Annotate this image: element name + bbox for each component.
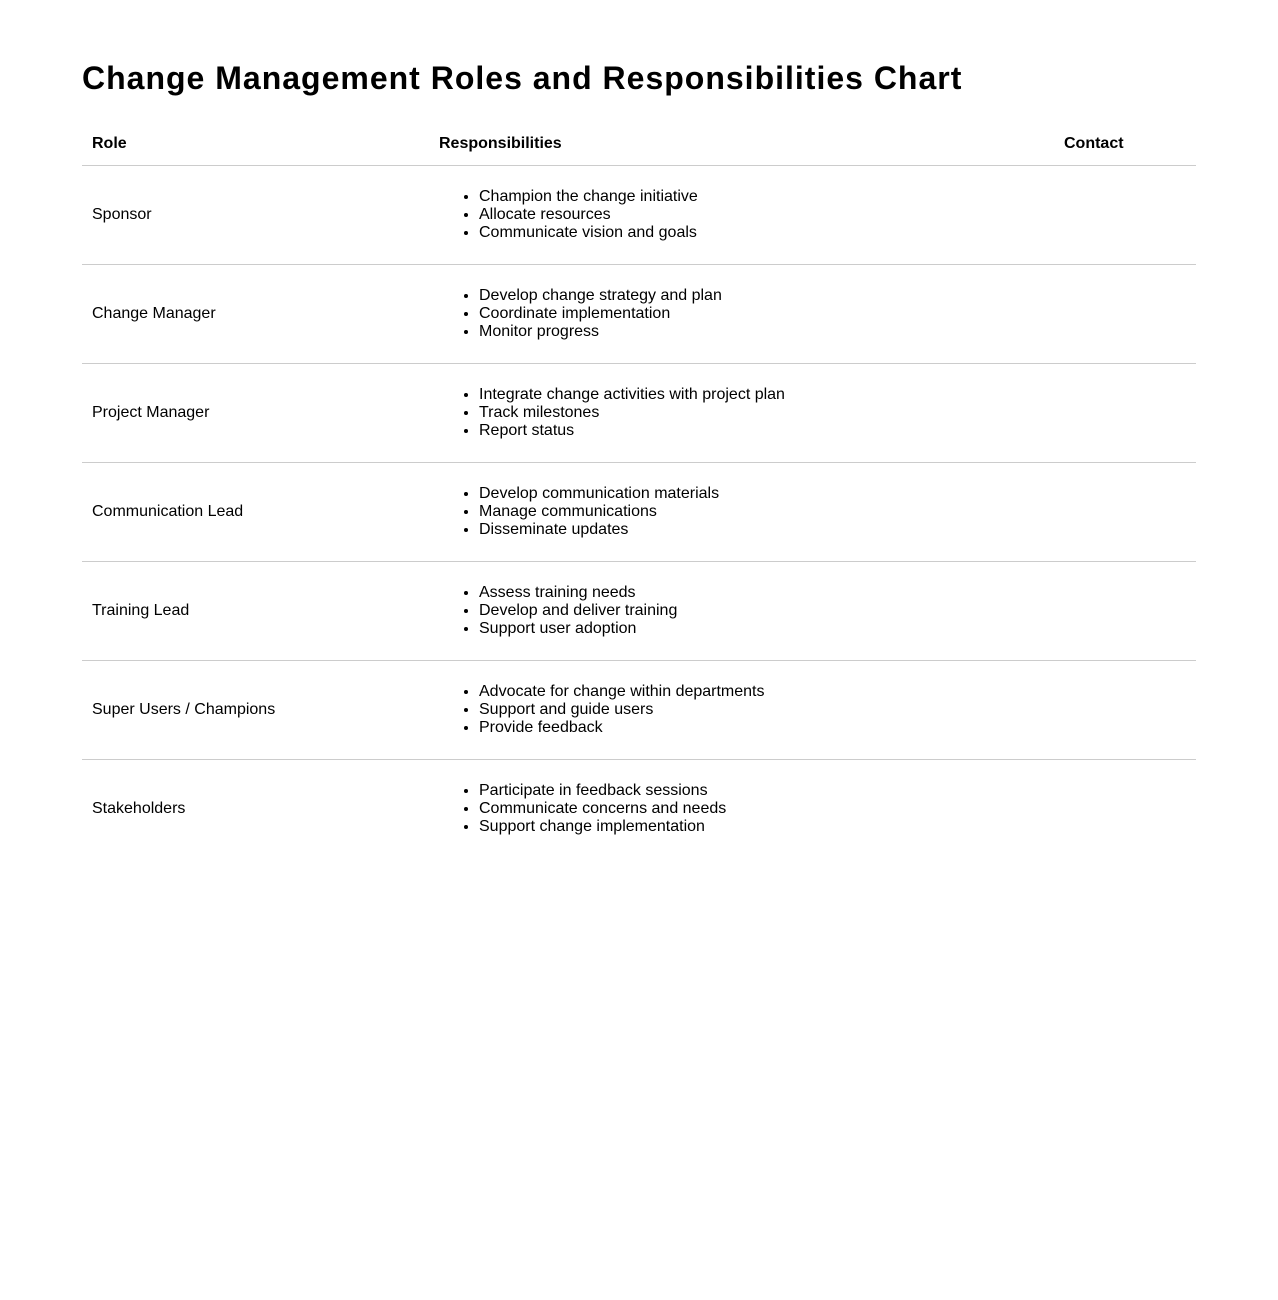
responsibilities-list [439,683,1044,737]
table-row [82,463,1196,562]
responsibility-item: • Advocate for change within departments [479,683,1044,701]
responsibility-item: • Manage communications [479,503,1044,521]
responsibility-item: • Allocate resources [479,206,1044,224]
page-title: Change Management Roles and Responsibilities Chart [82,60,963,96]
responsibility-item: • Develop change strategy and plan [479,287,1044,305]
responsibilities-cell [429,661,1054,760]
role-cell: Change Manager [82,265,429,364]
table-row [82,661,1196,760]
responsibility-item: • Support and guide users [479,701,1044,719]
responsibility-item: • Provide feedback [479,719,1044,737]
table-row [82,364,1196,463]
contact-cell [1054,364,1196,463]
responsibility-item: • Develop communication materials [479,485,1044,503]
header-responsibilities: Responsibilities [429,123,1054,166]
table-row [82,562,1196,661]
contact-cell [1054,265,1196,364]
responsibilities-list [439,485,1044,539]
responsibilities-cell [429,166,1054,265]
responsibilities-cell [429,364,1054,463]
responsibilities-list [439,188,1044,242]
table-row [82,265,1196,364]
responsibilities-cell [429,562,1054,661]
responsibilities-cell [429,760,1054,859]
contact-cell [1054,661,1196,760]
contact-cell [1054,463,1196,562]
responsibility-item: • Assess training needs [479,584,1044,602]
responsibility-item: • Integrate change activities with project plan [479,386,1044,404]
table-row [82,166,1196,265]
role-cell: Stakeholders [92,800,186,817]
responsibilities-cell [429,265,1054,364]
responsibilities-list [439,386,1044,440]
responsibility-item: • Support change implementation [479,818,1044,836]
role-cell: Super Users / Champions [82,661,429,760]
responsibilities-list [439,584,1044,638]
responsibility-item: • Track milestones [479,404,1044,422]
responsibilities-list [439,782,1044,836]
role-cell: Communication Lead [82,463,429,562]
responsibilities-list [439,287,1044,341]
responsibilities-cell [429,463,1054,562]
contact-cell [1054,760,1196,859]
header-contact: Contact [1054,123,1196,166]
roles-table [82,123,1196,858]
role-cell: Training Lead [82,562,429,661]
responsibility-item: • Support user adoption [479,620,1044,638]
responsibility-item: • Champion the change initiative [479,188,1044,206]
role-cell: Project Manager [82,364,429,463]
responsibility-item: • Communicate concerns and needs [479,800,1044,818]
header-role: Role [82,123,429,166]
table-row [82,760,1196,859]
responsibility-item: • Monitor progress [479,323,1044,341]
role-cell: Sponsor [82,166,429,265]
contact-cell [1054,166,1196,265]
responsibility-item: • Participate in feedback sessions [479,782,1044,800]
document [82,0,1196,858]
contact-cell [1054,562,1196,661]
responsibility-item: • Disseminate updates [479,521,1044,539]
responsibility-item: • Communicate vision and goals [479,224,1044,242]
responsibility-item: • Develop and deliver training [479,602,1044,620]
responsibility-item: • Report status [479,422,1044,440]
table-header-row [82,123,1196,166]
responsibility-item: • Coordinate implementation [479,305,1044,323]
